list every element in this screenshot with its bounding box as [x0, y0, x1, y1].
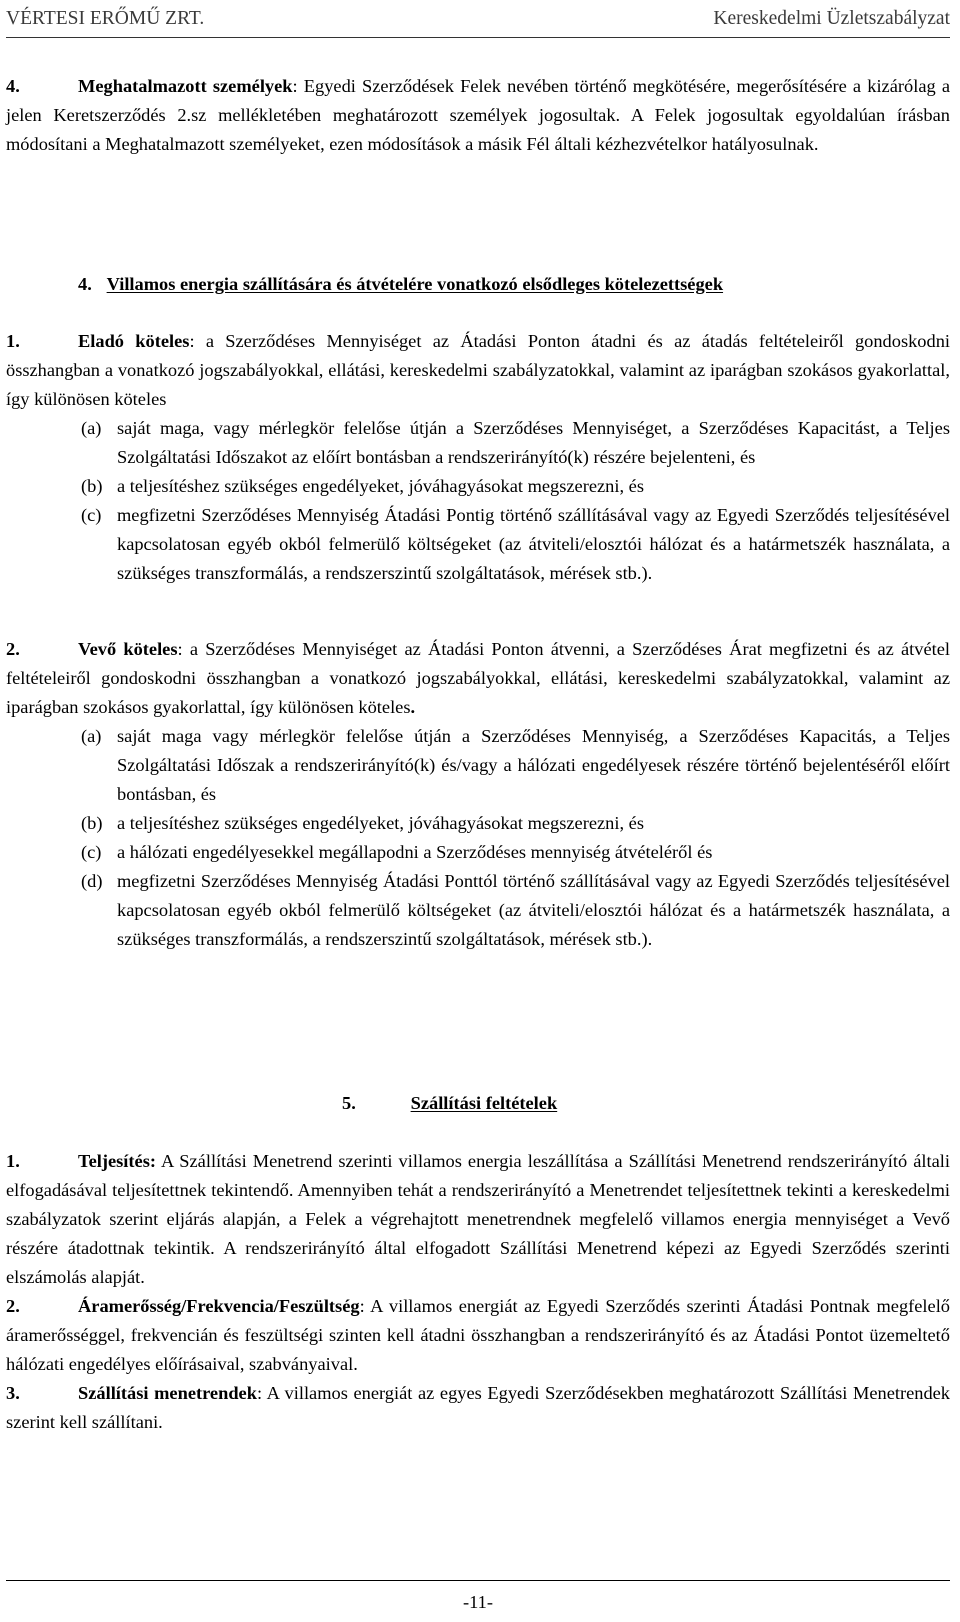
paragraph-number: 1.: [6, 1151, 20, 1171]
list-item: [6, 472, 950, 501]
performance-paragraph: [6, 1147, 950, 1292]
header-doc-title: Kereskedelmi Üzletszabályzat: [713, 8, 950, 29]
paragraph-body: : a Szerződéses Mennyiséget az Átadási Ponton átvenni, a Szerződéses Árat megfizetni és az átvétel feltételeiről gondoskodni összhangban a vonatkozó jogszabályokkal, ellátási, kereskedelmi szabályzatokkal, valamint az iparágban szokásos gyakorlattal, így különösen köteles: [6, 639, 950, 717]
delivery-schedules-paragraph: [6, 1379, 950, 1437]
list-text: a teljesítéshez szükséges engedélyeket, jóváhagyásokat megszerezni, és: [117, 476, 644, 496]
section-4-title: Villamos energia szállítására és átvételére vonatkozó elsődleges kötelezettségek: [106, 274, 724, 294]
section-5-body: [6, 1147, 950, 1437]
list-marker: (c): [81, 842, 102, 862]
list-marker: (a): [81, 418, 102, 438]
header-rule: [6, 37, 950, 38]
list-text: saját maga vagy mérlegkör felelőse útján a Szerződéses Mennyiség, a Szerződéses Kapacitás, a Teljes Szolgáltatási Időszak a rendszerirányító(k) és/vagy a hálózati engedélyesek részére történő bejelentéséről előírt bontásban, és: [117, 726, 950, 804]
paragraph-number: 3.: [6, 1383, 20, 1403]
paragraph-end: .: [410, 697, 416, 717]
list-item: [6, 722, 950, 809]
list-item: [6, 809, 950, 838]
current-frequency-voltage-paragraph: [6, 1292, 950, 1379]
section-4-paragraph-2: [6, 635, 950, 954]
list-text: saját maga, vagy mérlegkör felelőse útján a Szerződéses Mennyiséget, a Szerződéses Kapacitást, a Teljes Szolgáltatási Időszakot az előírt bontásban a rendszerirányító(k) részére bejelenteni, és: [117, 418, 950, 467]
paragraph-body: : A villamos energiát az Egyedi Szerződés szerinti Átadási Pontnak megfelelő áramerősséggel, frekvencián és feszültségi szinten kell átadni összhangban a rendszerirányító és az Átadási Pontot üzemeltető hálózati engedélyes előírásaival, szabványaival.: [6, 1296, 950, 1374]
paragraph-lead: Vevő köteles: [78, 639, 178, 659]
section-4-number: 4.: [78, 274, 92, 294]
section-5-heading: [342, 1089, 557, 1118]
paragraph-lead: Áramerősség/Frekvencia/Feszültség: [78, 1296, 360, 1316]
paragraph-lead: Eladó köteles: [78, 331, 190, 351]
list-item: [6, 501, 950, 588]
list-text: a hálózati engedélyesekkel megállapodni a Szerződéses mennyiség átvételéről és: [117, 842, 713, 862]
header-company: VÉRTESI ERŐMŰ ZRT.: [6, 8, 205, 29]
section-5-title: Szállítási feltételek: [410, 1093, 558, 1113]
paragraph-lead: Szállítási menetrendek: [78, 1383, 257, 1403]
paragraph-lead: Teljesítés:: [78, 1151, 156, 1171]
paragraph-number: 2.: [6, 639, 20, 659]
paragraph-number: 2.: [6, 1296, 20, 1316]
list-text: megfizetni Szerződéses Mennyiség Átadási Ponttól történő szállításával vagy az Egyedi Szerződés teljesítésével kapcsolatosan egyéb okból felmerülő költségeket (az átviteli/elosztói hálózat és a határmetszék használata, a szükséges transzformálás, a rendszerszintű szolgáltatások, mérések stb.).: [117, 871, 950, 949]
intro-body: : Egyedi Szerződések Felek nevében történő megkötésére, megerősítésére a kizárólag a jelen Keretszerződés 2.sz mellékletében meghatározott személyek jogosultak. A Felek jogosultak egyoldalúan írásban módosítani a Meghatalmazott személyeket, ezen módosítások a másik Fél általi kézhezvételkor hatályosulnak.: [6, 76, 950, 154]
buyer-obligation-text: [6, 635, 950, 722]
page-number: -11-: [463, 1592, 493, 1612]
running-header: [6, 6, 950, 32]
section-4-paragraph-1: [6, 327, 950, 588]
paragraph-body: : A villamos energiát az egyes Egyedi Szerződésekben meghatározott Szállítási Menetrendek szerint kell szállítani.: [6, 1383, 951, 1432]
list-marker: (a): [81, 726, 102, 746]
paragraph-number: 1.: [6, 331, 20, 351]
list-text: a teljesítéshez szükséges engedélyeket, jóváhagyásokat megszerezni, és: [117, 813, 644, 833]
intro-lead: Meghatalmazott személyek: [78, 76, 293, 96]
list-marker: (c): [81, 505, 102, 525]
paragraph-body: : a Szerződéses Mennyiséget az Átadási Ponton átadni és az átadás feltételeiről gondoskodni összhangban a vonatkozó jogszabályokkal, ellátási, kereskedelmi szabályzatokkal, valamint az iparágban szokásos gyakorlattal, így különösen köteles: [6, 331, 950, 409]
list-text: megfizetni Szerződéses Mennyiség Átadási Pontig történő szállításával vagy az Egyedi Szerződés teljesítésével kapcsolatosan egyéb okból felmerülő költségeket (az átviteli/elosztói hálózat és a határmetszék használata, a szükséges transzformálás, a rendszerszintű szolgáltatások, mérések stb.).: [117, 505, 950, 583]
footer-rule: [6, 1580, 950, 1581]
intro-number: 4.: [6, 76, 20, 96]
list-marker: (b): [81, 476, 103, 496]
list-item: [6, 838, 950, 867]
intro-paragraph: [6, 72, 950, 159]
list-item: [6, 414, 950, 472]
list-marker: (b): [81, 813, 103, 833]
seller-obligation-text: [6, 327, 950, 414]
list-item: [6, 867, 950, 954]
paragraph-body: A Szállítási Menetrend szerinti villamos energia leszállítása a Szállítási Menetrend rendszerirányító általi elfogadásával teljesítettnek tekintendő. Amennyiben tehát a rendszerirányító a Menetrendet teljesítettnek tekinti a kereskedelmi szabályzatok szerint eljárás alapján, a Felek a végrehajtott menetrendnek megfelelő villamos energia mennyiséget a Vevő részére átadottnak tekintik. A rendszerirányító által elfogadott Szállítási Menetrend képezi az Egyedi Szerződés szerinti elszámolás alapját.: [6, 1151, 950, 1287]
list-marker: (d): [81, 871, 103, 891]
section-4-heading: [6, 270, 950, 299]
document-page: [6, 0, 954, 1622]
section-5-number: 5.: [342, 1093, 356, 1113]
